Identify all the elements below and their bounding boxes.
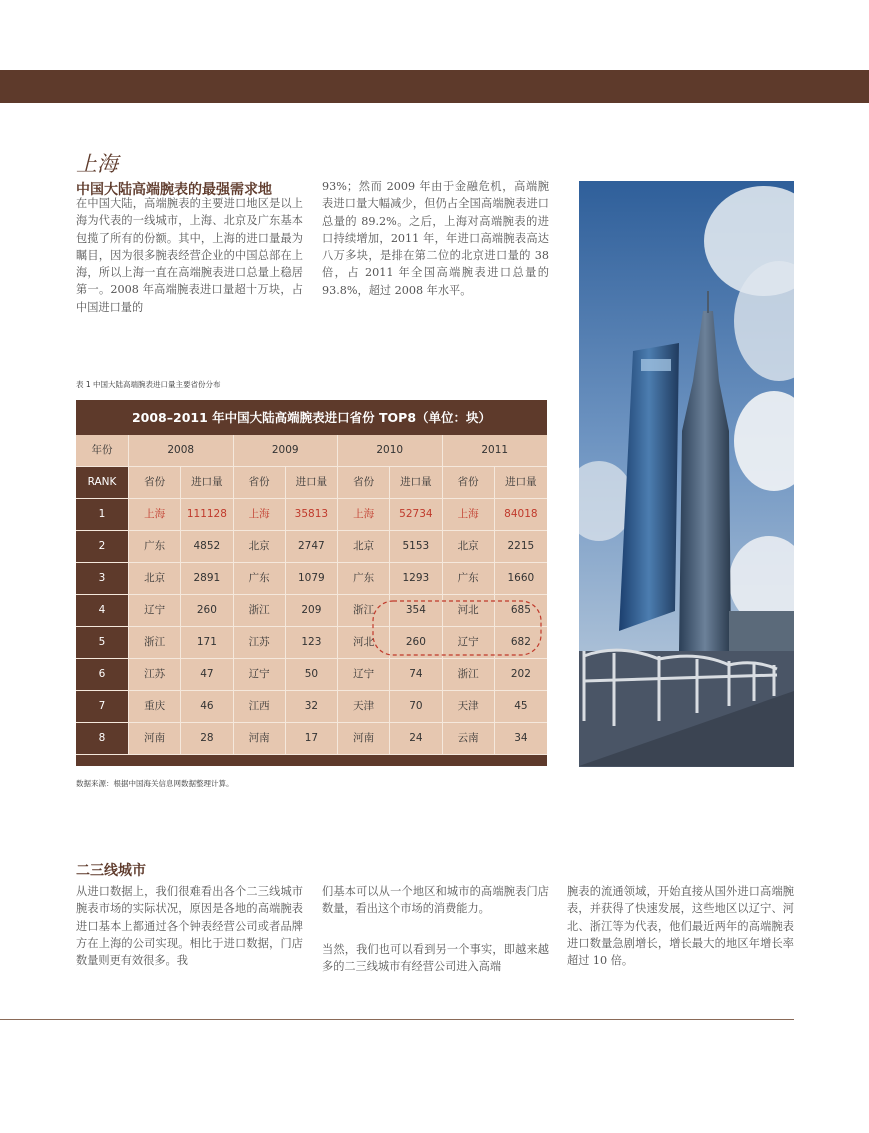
volume-cell: 2891: [181, 563, 233, 594]
column-province: 省份: [234, 467, 286, 498]
province-cell: 北京: [234, 531, 286, 562]
table-row: [76, 499, 547, 531]
year-label: 年份: [76, 435, 129, 466]
column-province: 省份: [338, 467, 390, 498]
volume-cell: 52734: [390, 499, 442, 530]
table-header-columns: [76, 467, 547, 499]
body-paragraph-2: 93%；然而 2009 年由于金融危机，高端腕表进口量大幅减少，但仍占全国高端腕表进口总量的 89.2%。之后，上海对高端腕表的进口持续增加，2011 年，年进口高端腕表高达八万多块，是排在第二位的北京进口量的 38 倍，占 2011 年全国高端腕表进口总量的 93.8%，超过 2008 年水平。: [322, 180, 549, 297]
column-volume: 进口量: [495, 467, 547, 498]
bottom-rule: [0, 1019, 794, 1020]
top-color-band: [0, 70, 869, 103]
volume-cell: 682: [495, 627, 547, 658]
table-caption: 表 1 中国大陆高端腕表进口量主要省份分布: [76, 380, 221, 389]
province-cell: 辽宁: [129, 595, 181, 626]
year-2009: 2009: [234, 435, 339, 466]
province-cell: 北京: [129, 563, 181, 594]
table-row: [76, 531, 547, 563]
province-cell: 河南: [234, 723, 286, 754]
highlight-oval: [371, 599, 543, 657]
rank-cell: 2: [76, 531, 129, 562]
section2-paragraph-3: 当然，我们也可以看到另一个事实，即越来越多的二三线城市有经营公司进入高端: [322, 943, 549, 974]
province-cell: 天津: [338, 691, 390, 722]
province-cell: 辽宁: [443, 627, 495, 658]
volume-cell: 354: [390, 595, 442, 626]
volume-cell: 17: [286, 723, 338, 754]
shanghai-skyline-photo: [579, 181, 794, 767]
column-volume: 进口量: [390, 467, 442, 498]
province-cell: 江苏: [234, 627, 286, 658]
volume-cell: 2215: [495, 531, 547, 562]
table-row: [76, 691, 547, 723]
province-cell: 上海: [338, 499, 390, 530]
column-province: 省份: [443, 467, 495, 498]
volume-cell: 123: [286, 627, 338, 658]
volume-cell: 34: [495, 723, 547, 754]
volume-cell: 70: [390, 691, 442, 722]
province-cell: 广东: [443, 563, 495, 594]
body-paragraph-1: 在中国大陆，高端腕表的主要进口地区是以上海为代表的一线城市，上海、北京及广东基本包揽了所有的份额。其中，上海的进口量最为瞩目，因为很多腕表经营企业的中国总部在上海，所以上海一直在高端腕表进口总量上稳居第一。2008 年高端腕表进口量超十万块，占中国进口量的: [76, 197, 303, 314]
province-cell: 广东: [338, 563, 390, 594]
volume-cell: 46: [181, 691, 233, 722]
volume-cell: 5153: [390, 531, 442, 562]
import-table: [76, 400, 547, 766]
volume-cell: 260: [390, 627, 442, 658]
table-header-years: [76, 435, 547, 467]
volume-cell: 45: [495, 691, 547, 722]
province-cell: 上海: [129, 499, 181, 530]
volume-cell: 28: [181, 723, 233, 754]
table-row: [76, 723, 547, 755]
volume-cell: 1079: [286, 563, 338, 594]
volume-cell: 84018: [495, 499, 547, 530]
province-cell: 上海: [234, 499, 286, 530]
volume-cell: 2747: [286, 531, 338, 562]
volume-cell: 24: [390, 723, 442, 754]
table-grid: [76, 435, 547, 755]
volume-cell: 50: [286, 659, 338, 690]
province-cell: 辽宁: [338, 659, 390, 690]
rank-cell: 3: [76, 563, 129, 594]
volume-cell: 47: [181, 659, 233, 690]
section2-paragraph-1: 从进口数据上，我们很难看出各个二三线城市腕表市场的实际状况，原因是各地的高端腕表进口基本上都通过各个钟表经营公司或者品牌方在上海的公司实现。相比于进口数据，门店数量则更有效很多。我: [76, 885, 303, 968]
rank-cell: 7: [76, 691, 129, 722]
volume-cell: 74: [390, 659, 442, 690]
volume-cell: 35813: [286, 499, 338, 530]
province-cell: 天津: [443, 691, 495, 722]
province-cell: 广东: [234, 563, 286, 594]
section-title: 上海: [76, 152, 118, 176]
province-cell: 广东: [129, 531, 181, 562]
column-volume: 进口量: [181, 467, 233, 498]
volume-cell: 202: [495, 659, 547, 690]
volume-cell: 171: [181, 627, 233, 658]
province-cell: 浙江: [443, 659, 495, 690]
column-province: 省份: [129, 467, 181, 498]
rank-cell: 1: [76, 499, 129, 530]
province-cell: 河北: [338, 627, 390, 658]
volume-cell: 1293: [390, 563, 442, 594]
province-cell: 辽宁: [234, 659, 286, 690]
rank-cell: 4: [76, 595, 129, 626]
province-cell: 北京: [338, 531, 390, 562]
table-row: [76, 659, 547, 691]
volume-cell: 260: [181, 595, 233, 626]
data-source: 数据来源：根据中国海关信息网数据整理计算。: [76, 779, 234, 788]
volume-cell: 1660: [495, 563, 547, 594]
volume-cell: 209: [286, 595, 338, 626]
section2-title: 二三线城市: [76, 863, 146, 879]
rank-label: RANK: [76, 467, 129, 498]
section2-paragraph-4: 腕表的流通领域，开始直接从国外进口高端腕表，并获得了快速发展，这些地区以辽宁、河北、浙江等为代表，他们最近两年的高端腕表进口数量急剧增长，增长最大的地区年增长率超过 10 倍。: [567, 885, 794, 968]
section-subtitle: 中国大陆高端腕表的最强需求地: [76, 182, 272, 198]
province-cell: 上海: [443, 499, 495, 530]
rank-cell: 6: [76, 659, 129, 690]
province-cell: 河南: [129, 723, 181, 754]
province-cell: 河南: [338, 723, 390, 754]
column-volume: 进口量: [286, 467, 338, 498]
province-cell: 浙江: [338, 595, 390, 626]
rank-cell: 5: [76, 627, 129, 658]
province-cell: 浙江: [234, 595, 286, 626]
volume-cell: 111128: [181, 499, 233, 530]
year-2010: 2010: [338, 435, 443, 466]
province-cell: 江苏: [129, 659, 181, 690]
volume-cell: 685: [495, 595, 547, 626]
table-title: 2008–2011 年中国大陆高端腕表进口省份 TOP8（单位：块）: [131, 410, 492, 425]
year-2011: 2011: [443, 435, 548, 466]
province-cell: 北京: [443, 531, 495, 562]
section2-paragraph-2: 们基本可以从一个地区和城市的高端腕表门店数量，看出这个市场的消费能力。: [322, 885, 549, 916]
volume-cell: 4852: [181, 531, 233, 562]
province-cell: 河北: [443, 595, 495, 626]
year-2008: 2008: [129, 435, 234, 466]
province-cell: 江西: [234, 691, 286, 722]
volume-cell: 32: [286, 691, 338, 722]
table-row: [76, 563, 547, 595]
province-cell: 重庆: [129, 691, 181, 722]
province-cell: 云南: [443, 723, 495, 754]
province-cell: 浙江: [129, 627, 181, 658]
rank-cell: 8: [76, 723, 129, 754]
